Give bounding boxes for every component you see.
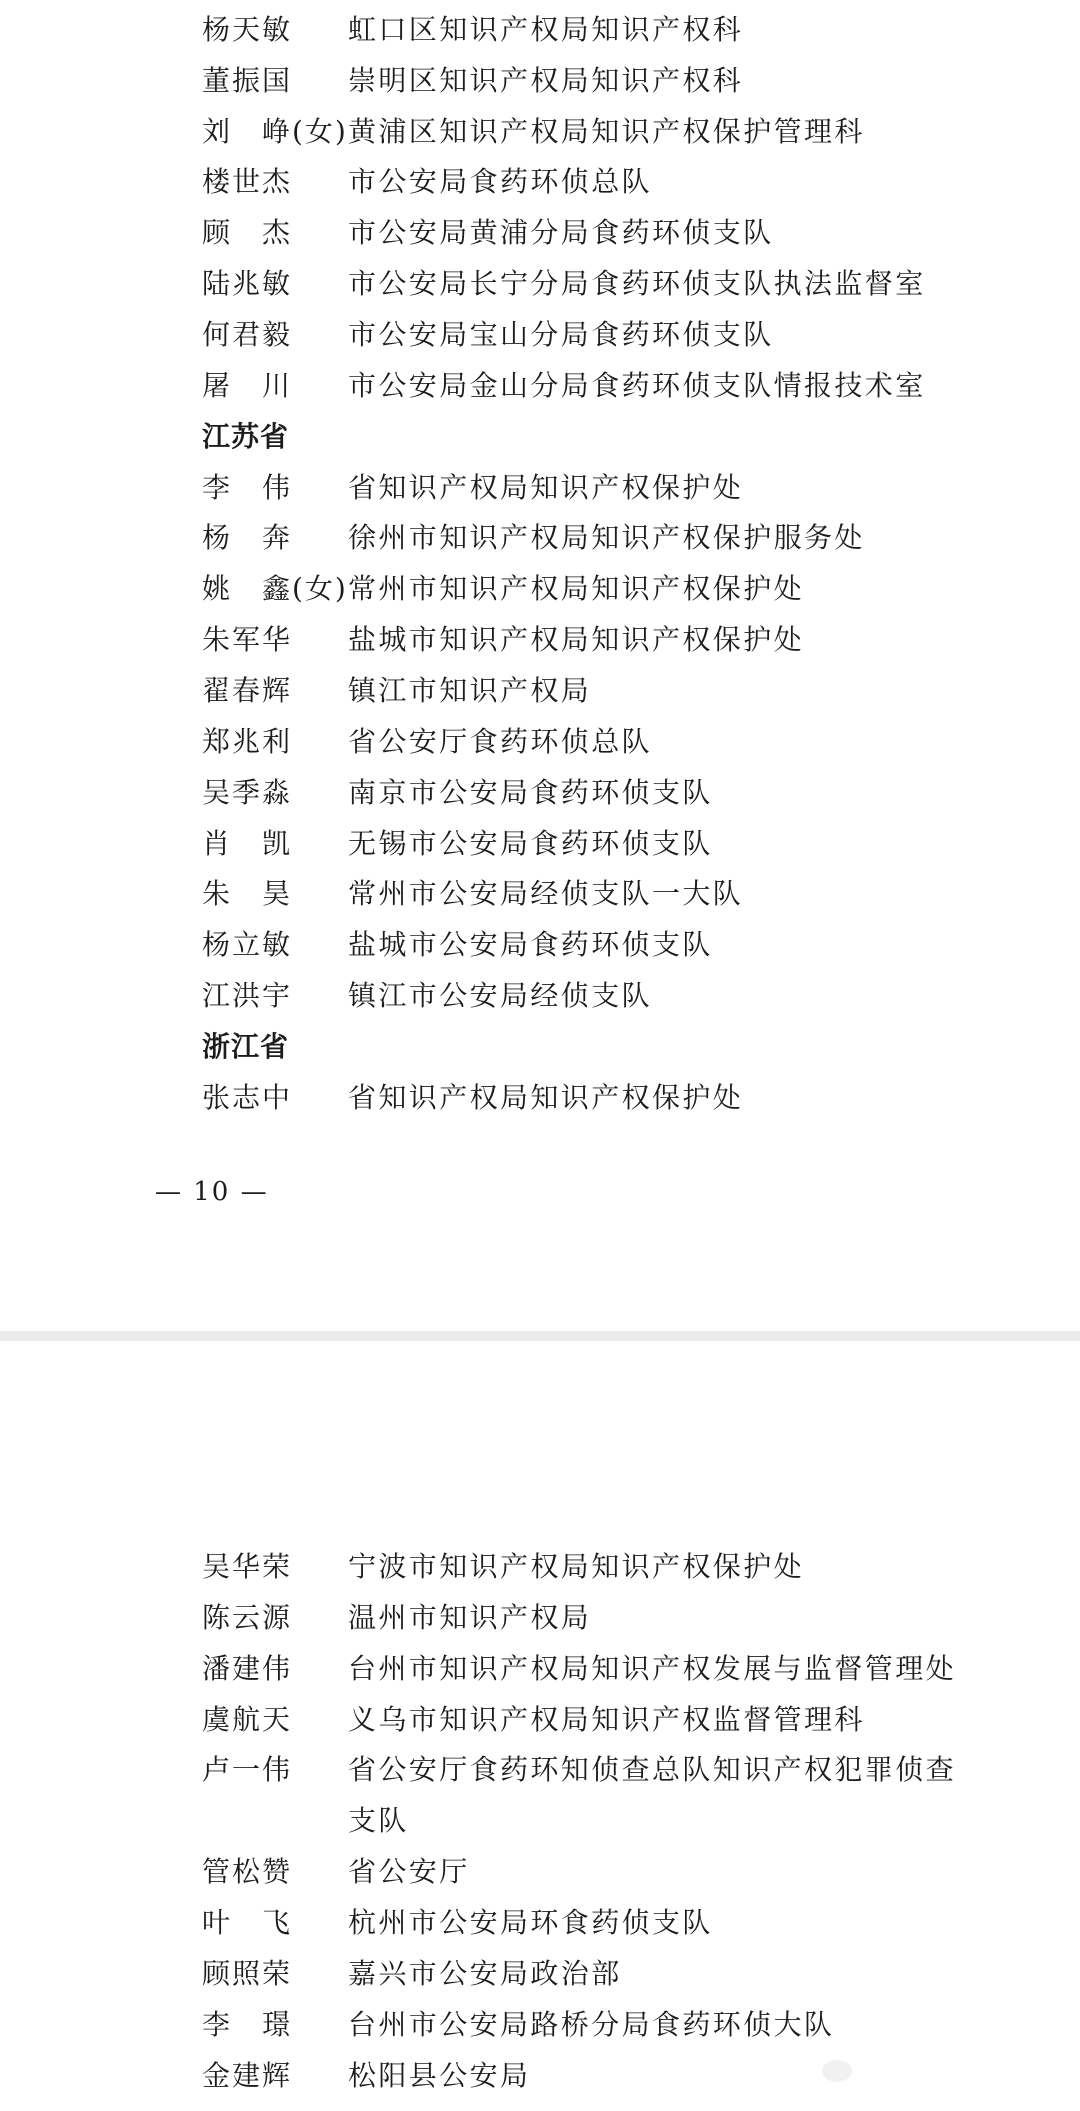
list-item (202, 869, 1002, 919)
list-item (202, 56, 1002, 106)
list-item (202, 666, 1002, 716)
person-name: 金建辉 (202, 2059, 293, 2092)
person-name: 管松赞 (202, 1855, 293, 1888)
list-item (202, 361, 1002, 411)
organization: 市公安局金山分局食药环侦支队情报技术室 (348, 369, 926, 402)
person-name: 江洪宇 (202, 979, 293, 1012)
organization: 镇江市公安局经侦支队 (348, 979, 653, 1012)
person-name: 姚 鑫(女) (202, 572, 348, 605)
organization: 无锡市公安局食药环侦支队 (348, 827, 713, 860)
person-name: 刘 峥(女) (202, 115, 348, 148)
person-name: 潘建伟 (202, 1652, 293, 1685)
organization: 台州市公安局路桥分局食药环侦大队 (348, 2008, 835, 2041)
list-item (202, 1593, 1002, 1643)
list-item (202, 1898, 1002, 1948)
person-name: 何君毅 (202, 318, 293, 351)
list-item (202, 564, 1002, 614)
organization: 省公安厅食药环知侦查总队知识产权犯罪侦查 (348, 1753, 957, 1786)
person-name: 陆兆敏 (202, 267, 293, 300)
person-name: 顾照荣 (202, 1957, 293, 1990)
organization: 市公安局宝山分局食药环侦支队 (348, 318, 774, 351)
list-item (202, 5, 1002, 55)
person-name: 吴季淼 (202, 776, 293, 809)
person-name: 叶 飞 (202, 1906, 293, 1939)
list-item (202, 2000, 1002, 2050)
person-name: 翟春辉 (202, 674, 293, 707)
person-name: 李 伟 (202, 471, 293, 504)
organization: 盐城市公安局食药环侦支队 (348, 928, 713, 961)
person-name: 朱军华 (202, 623, 293, 656)
person-name: 肖 凯 (202, 827, 293, 860)
list-item (202, 463, 1002, 513)
organization: 常州市公安局经侦支队一大队 (348, 877, 744, 910)
organization: 黄浦区知识产权局知识产权保护管理科 (348, 115, 865, 148)
organization: 嘉兴市公安局政治部 (348, 1957, 622, 1990)
list-item (202, 107, 1002, 157)
organization: 崇明区知识产权局知识产权科 (348, 64, 744, 97)
organization: 松阳县公安局 (348, 2059, 531, 2092)
organization: 盐城市知识产权局知识产权保护处 (348, 623, 805, 656)
page-number: — 10 — (155, 1177, 269, 1207)
organization: 市公安局长宁分局食药环侦支队执法监督室 (348, 267, 926, 300)
organization: 市公安局黄浦分局食药环侦支队 (348, 216, 774, 249)
organization: 南京市公安局食药环侦支队 (348, 776, 713, 809)
organization: 省公安厅 (348, 1855, 470, 1888)
person-name: 杨 奔 (202, 521, 293, 554)
person-name: 屠 川 (202, 369, 293, 402)
section-heading-jiangsu: 江苏省 (202, 420, 290, 453)
list-item (202, 513, 1002, 563)
list-item (202, 310, 1002, 360)
list-item (202, 208, 1002, 258)
organization: 温州市知识产权局 (348, 1601, 592, 1634)
list-item (202, 920, 1002, 970)
person-name: 李 璟 (202, 2008, 293, 2041)
organization-continued: 支队 (348, 1804, 409, 1837)
person-name: 杨立敏 (202, 928, 293, 961)
organization: 省知识产权局知识产权保护处 (348, 1081, 744, 1114)
person-name: 顾 杰 (202, 216, 293, 249)
list-item (202, 1695, 1002, 1745)
organization: 常州市知识产权局知识产权保护处 (348, 572, 805, 605)
list-item (202, 1745, 1002, 1846)
list-item (202, 157, 1002, 207)
person-name: 卢一伟 (202, 1753, 293, 1786)
section-heading-zhejiang: 浙江省 (202, 1030, 290, 1063)
list-item (202, 259, 1002, 309)
scan-smudge (822, 2060, 852, 2082)
list-item (202, 1847, 1002, 1897)
organization: 义乌市知识产权局知识产权监督管理科 (348, 1703, 865, 1736)
organization: 省公安厅食药环侦总队 (348, 725, 653, 758)
list-item (202, 971, 1002, 1021)
list-item (202, 717, 1002, 767)
organization: 宁波市知识产权局知识产权保护处 (348, 1550, 805, 1583)
person-name: 陈云源 (202, 1601, 293, 1634)
list-item (202, 1644, 1002, 1694)
list-item (202, 768, 1002, 818)
organization: 徐州市知识产权局知识产权保护服务处 (348, 521, 865, 554)
organization: 杭州市公安局环食药侦支队 (348, 1906, 713, 1939)
organization: 台州市知识产权局知识产权发展与监督管理处 (348, 1652, 957, 1685)
list-item (202, 2051, 1002, 2101)
person-name: 朱 昊 (202, 877, 293, 910)
person-name: 董振国 (202, 64, 293, 97)
list-item (202, 615, 1002, 665)
list-item (202, 1949, 1002, 1999)
organization: 镇江市知识产权局 (348, 674, 592, 707)
page-divider (0, 1331, 1080, 1341)
person-name: 虞航天 (202, 1703, 293, 1736)
person-name: 杨天敏 (202, 13, 293, 46)
organization: 虹口区知识产权局知识产权科 (348, 13, 744, 46)
list-item (202, 1542, 1002, 1592)
person-name: 郑兆利 (202, 725, 293, 758)
person-name: 吴华荣 (202, 1550, 293, 1583)
person-name: 楼世杰 (202, 165, 293, 198)
list-item (202, 819, 1002, 869)
organization: 市公安局食药环侦总队 (348, 165, 653, 198)
organization: 省知识产权局知识产权保护处 (348, 471, 744, 504)
list-item (202, 1073, 1002, 1123)
person-name: 张志中 (202, 1081, 293, 1114)
